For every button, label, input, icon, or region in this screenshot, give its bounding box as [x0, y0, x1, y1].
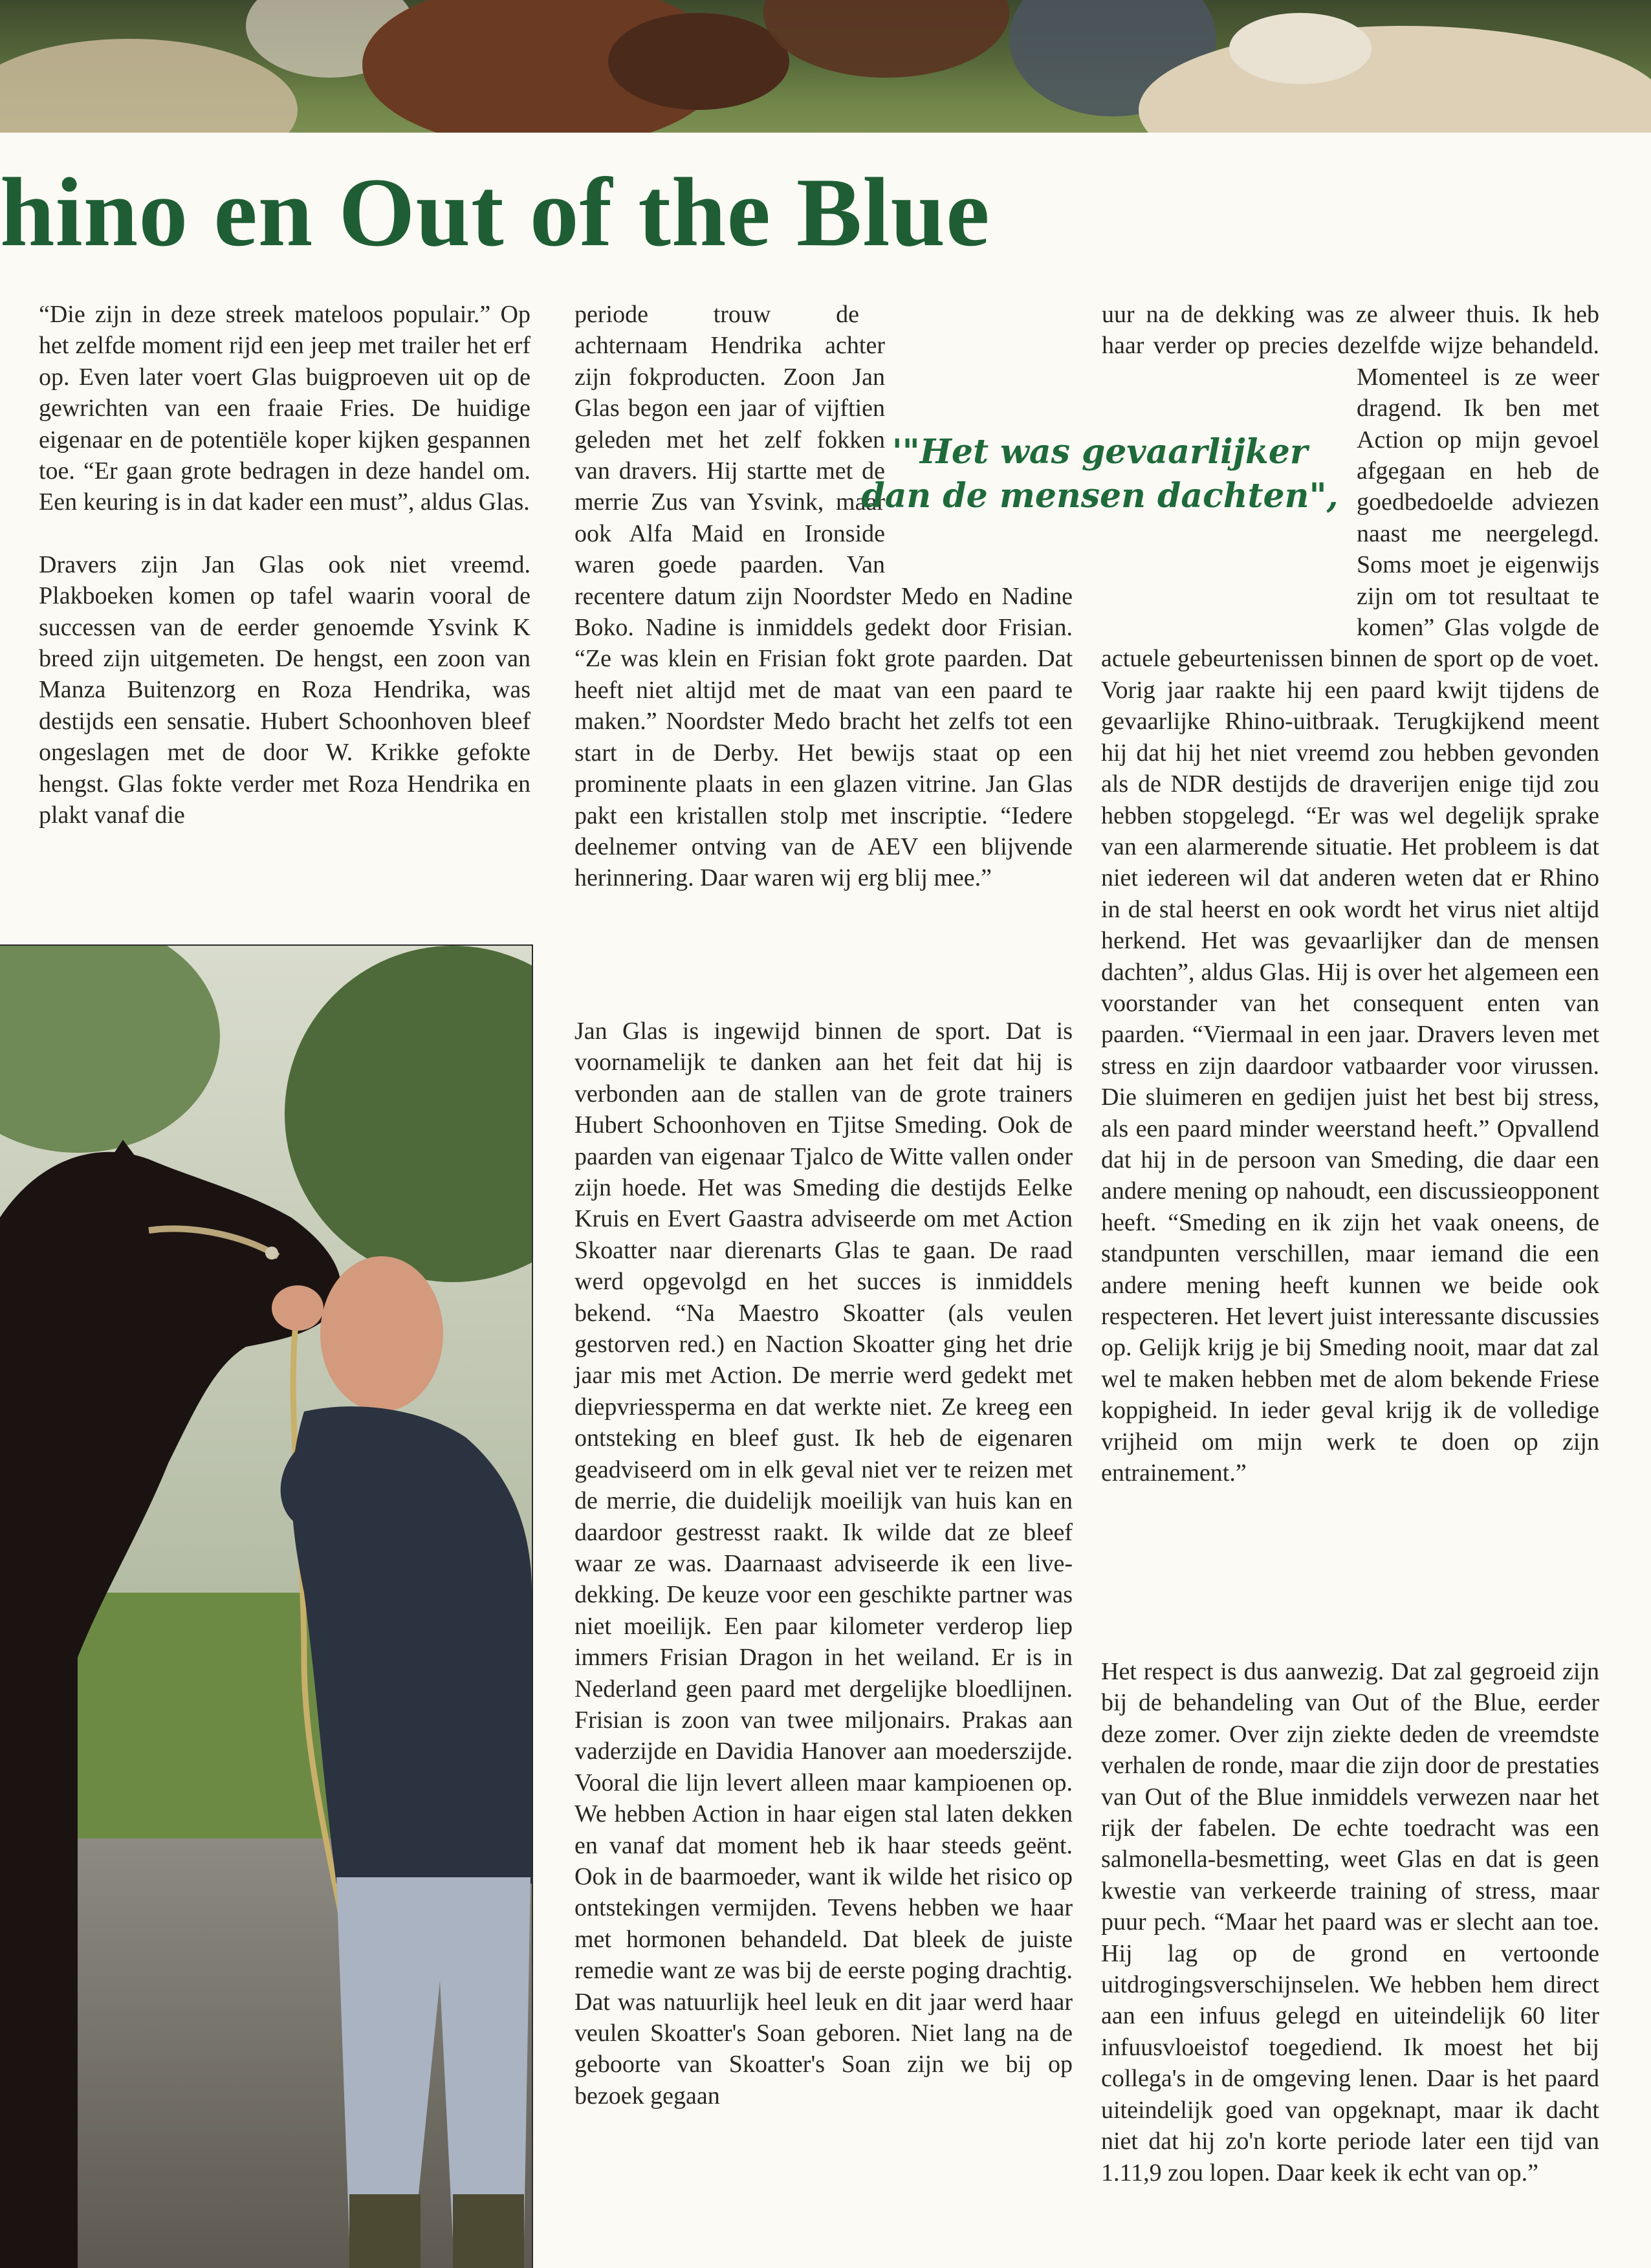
paragraph: Dravers zijn Jan Glas ook niet vreemd. Plakboeken komen op tafel waarin vooral de successen van de eerder genoemde Ysvink K breed zijn uitgemeten. De hengst, een zoon van Manza Buitenzorg en Roza Hendrika, was destijds een sensatie. Hubert Schoonhoven bleef ongeslagen met de door W. Krikke gefokte hengst. Glas fokte verder met Roza Hendrika en plakt vanaf die: [39, 551, 530, 829]
paragraph: periode trouw de achternaam Hendrika achter zijn fokproducten. Zoon Jan Glas begon een jaar of vijftien geleden met het zelf fokken van dravers. Hij startte met de merrie Zus van Ysvink, maar ook Alfa Maid en Ironside waren goede paarden. Van recentere datum zijn Noordster Medo en Nadine Boko. Nadine is inmiddels gedekt door Frisian. “Ze was klein en Frisian fokt grote paarden. Dat heeft niet altijd met de maat van een paard te maken.” Noordster Medo bracht het zelfs tot een start in de Derby. Het bewijs staat op een prominente plaats in een glazen vitrine. Jan Glas pakt een kristallen stolp met inscriptie. “Iedere deelnemer ontving van de AEV een blijvende herinnering. Daar waren wij erg blij mee.”: [574, 301, 1073, 892]
paragraph: “Die zijn in deze streek mateloos populair.” Op het zelfde moment rijd een jeep met trailer het erf op. Even later voert Glas buigproeven uit op de gewrichten van een fraaie Fries. De huidige eigenaar en de potentiële koper kijken gespannen toe. “Er gaan grote bedragen in deze handel om. Een keuring is in dat kader een must”, aldus Glas.: [39, 301, 530, 516]
photo-man-with-horse: [0, 944, 533, 2268]
column-2-bottom: [574, 1016, 1073, 2111]
paragraph: Jan Glas is ingewijd binnen de sport. Dat is voornamelijk te danken aan het feit dat hij is verbonden aan de stallen van de grote trainers Hubert Schoonhoven en Tjitse Smeding. Ook de paarden van eigenaar Tjalco de Witte vallen onder zijn hoede. Het was Smeding die destijds Eelke Kruis en Evert Gaastra adviseerde om met Action Skoatter naar dierenarts Glas te gaan. De raad werd opgevolgd en het succes is inmiddels bekend. “Na Maestro Skoatter (als veulen gestorven red.) en Naction Skoatter ging het drie jaar mis met Action. De merrie werd gedekt met diepvriessperma en dat werkte niet. Ze kreeg een ontsteking en bleef gust. Ik heb de eigenaren geadviseerd om in elk geval niet ver te reizen met de merrie, die duidelijk moeilijk van huis kan en daardoor gestresst raakt. Ik wilde dat ze bleef waar ze was. Daarnaast adviseerde ik een live-dekking. De keuze voor een geschikte partner was niet moeilijk. Een paar kilometer verderop liep immers Frisian Dragon in het weiland. Er is in Nederland geen paard met dergelijke bloedlijnen. Frisian is zoon van twee miljonairs. Prakas aan vaderzijde en Davidia Hanover aan moederszijde. Vooral die lijn levert alleen maar kampioenen op. We hebben Action in haar eigen stal laten dekken en vanaf dat moment heb ik haar steeds geënt. Ook in de baarmoeder, want ik wilde het risico op ontstekingen vermijden. Tevens hebben we haar met hormonen behandeld. Dat bleek de juiste remedie want ze was bij de eerste poging drachtig. Dat was natuurlijk heel leuk en dit jaar werd haar veulen Skoatter's Soan geboren. Niet lang na de geboorte van Skoatter's Soan zijn we bij op bezoek gegaan: [574, 1018, 1073, 2110]
photo-illustration: [0, 946, 532, 2268]
pull-quote: '"Het was gevaarlijker dan de mensen dachten",: [861, 432, 1339, 516]
paragraph: Het respect is dus aanwezig. Dat zal gegroeid zijn bij de behandeling van Out of the Blue, eerder deze zomer. Over zijn ziekte deden de vreemdste verhalen de ronde, maar die zijn door de prestaties van Out of the Blue inmiddels verwezen naar het rijk der fabelen. De echte toedracht was een salmonella-besmetting, weet Glas en dat is geen kwestie van verkeerde training of stress, maar puur pech. “Maar het paard was er slecht aan toe. Hij lag op de grond en vertoonde uitdrogingsverschijnselen. We hebben hem direct aan een infuus gelegd en uiteindelijk 60 liter infuusvloeistof toegediend. Ik moest het bij collega's in de omgeving lenen. Daar is het paard uiteindelijk goed van opgeknapt, maar ik dacht niet dat hij zo'n korte periode later een tijd van 1.11,9 zou lopen. Daar keek ik echt van op.”: [1101, 1658, 1599, 2186]
article-headline: hino en Out of the Blue: [0, 158, 990, 267]
header-photo: [0, 0, 1651, 133]
column-2-top: [574, 299, 1073, 894]
column-3-bottom: [1101, 1656, 1599, 2188]
paragraph: uur na de dekking was ze alweer thuis. Ik heb haar verder op precies dezelfde wijze behandeld. Momenteel is ze weer dragend. Ik ben met Action op mijn gevoel afgegaan en heb de goedbedoelde adviezen naast me neergelegd. Soms moet je eigenwijs zijn om tot resultaat te komen” Glas volgde de actuele gebeurtenissen binnen de sport op de voet. Vorig jaar raakte hij een paard kwijt tijdens de gevaarlijke Rhino-uitbraak. Terugkijkend meent hij dat hij het niet vreemd zou hebben gevonden als de NDR destijds de draverijen enige tijd zou hebben stopgelegd. “Er was wel degelijk sprake van een alarmerende situatie. Het probleem is dat niet iedereen wil dat anderen weten dat er Rhino in de stal heerst en ook wordt het virus niet altijd herkend. Het was gevaarlijker dan de mensen dachten”, aldus Glas. Hij is over het algemeen een voorstander van het consequent enten van paarden. “Viermaal in een jaar. Dravers leven met stress en zijn daardoor vatbaarder voor virussen. Die sluimeren en gedijen juist het best bij stress, als een paard minder weerstand heeft.” Opvallend dat hij in de persoon van Smeding, die daar een andere mening op nahoudt, een discussieopponent heeft. “Smeding en ik zijn het vaak oneens, de standpunten verschillen, maar iemand die een andere mening heeft kunnen we beide ook respecteren. Het levert juist interessante discussies op. Gelijk krijg je bij Smeding nooit, maar dat zal wel te maken hebben met de alom bekende Friese koppigheid. In ieder geval krijg ik de volledige vrijheid om mijn werk te doen op zijn entrainement.”: [1101, 301, 1599, 1487]
column-1: [39, 299, 530, 831]
spacer: [859, 299, 1073, 330]
